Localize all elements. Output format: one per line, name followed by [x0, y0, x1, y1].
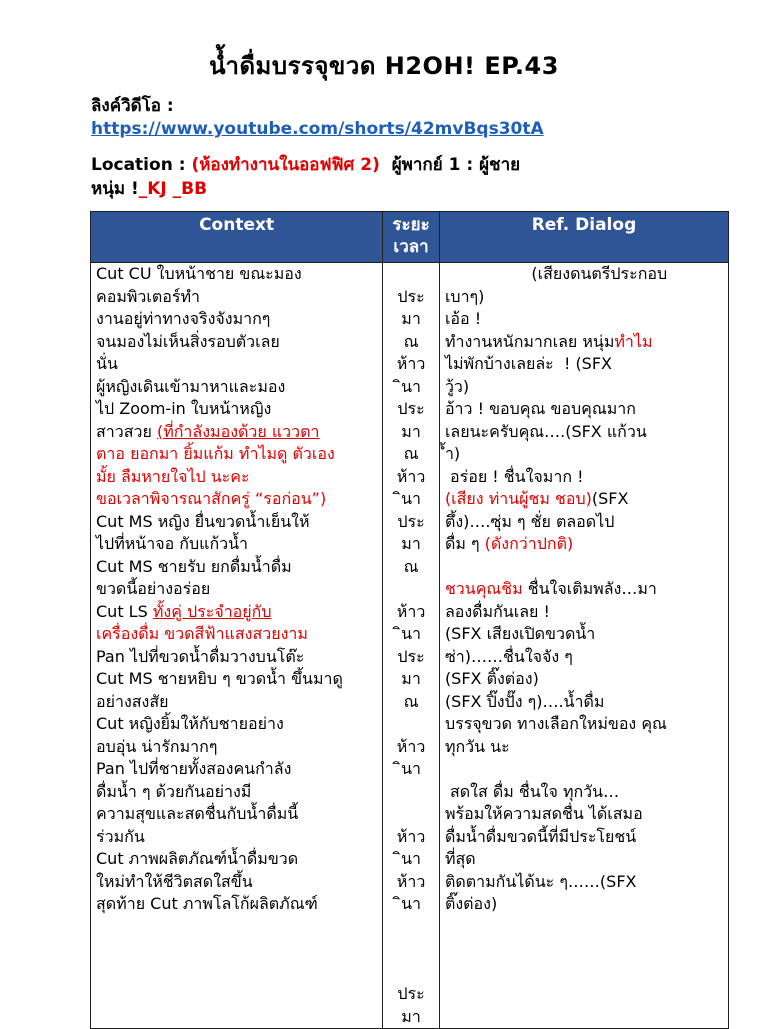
- ref-dialog-line: [445, 421, 723, 444]
- context-line: [96, 421, 377, 444]
- ref-dialog-line: [445, 263, 723, 286]
- ref-text-highlight: ชวนคุณชิม: [444, 579, 523, 598]
- page-title: นํ้ำดื่มบรรจุขวด H2OH! EP.43: [209, 52, 559, 80]
- context-text: เครื่องดื่ม ขวดสีฟ้าแสงสวยงาม: [96, 624, 308, 643]
- duration-line: ินา: [401, 894, 422, 913]
- actor-codes: _KJ _BB: [138, 179, 208, 199]
- duration-line: ประมา: [397, 984, 425, 1026]
- script-table: [90, 211, 729, 1029]
- duration-line: [388, 916, 434, 939]
- ref-text: ้ำ): [444, 444, 461, 463]
- context-text: ผู้หญิงเดินเข้ามาหาและมอง: [96, 376, 286, 396]
- ref-text: บรรจุขวด ทางเลือกใหม่ของ คุณ: [444, 714, 667, 733]
- ref-dialog-line: [445, 286, 723, 309]
- context-line: [96, 646, 377, 669]
- context-text: ไปที่หน้าจอ กับแก้วน้ำ: [96, 534, 249, 553]
- ref-dialog-line: [445, 668, 723, 691]
- actor-line-2: [91, 177, 731, 201]
- ref-text: (SFX เสียงเปิดขวดน้ำ: [444, 624, 596, 643]
- duration-line: ินา: [401, 759, 422, 778]
- context-text: ดื่มน้ำ ๆ ด้วยกันอย่างมี: [96, 781, 252, 801]
- ref-dialog-line: [445, 803, 723, 826]
- ref-text: ดื่ม ๆ: [444, 534, 485, 553]
- duration-line: [388, 781, 434, 804]
- context-cell: [91, 263, 383, 1029]
- context-text: ตาอ ยอกมา ยิ้มแก้ม ทำไมดู ตัวเอง: [96, 444, 335, 463]
- ref-dialog-line: [445, 533, 723, 556]
- ref-dialog-cell: [439, 263, 728, 1029]
- ref-text: เบาๆ): [444, 286, 485, 306]
- duration-line: ห้าว: [396, 736, 426, 756]
- context-text: ไป Zoom-in ใบหน้าหญิง: [96, 399, 272, 418]
- context-line: [96, 331, 377, 354]
- ref-dialog-line: [445, 848, 723, 871]
- context-line: [96, 511, 377, 534]
- ref-dialog-line: [445, 758, 723, 781]
- duration-line: ินา: [401, 489, 422, 508]
- context-line: [96, 871, 377, 894]
- context-text: Pan ไปที่ขวดน้ำดื่มวางบนโต๊ะ: [96, 646, 305, 666]
- context-line: [96, 668, 377, 691]
- ref-text: ติดตามกันได้นะ ๆ……(SFX: [444, 871, 637, 891]
- ref-dialog-line: [445, 691, 723, 714]
- context-line: [96, 893, 377, 916]
- context-text-highlight: ทั้งคู่ ประจำอยู่กับ: [152, 601, 272, 621]
- ref-text: (เสียงดนตรีประกอบ: [444, 264, 668, 283]
- table-header-row: [91, 212, 729, 263]
- context-text: ขอเวลาพิจารณาสักครู่ “รอก่อน”): [96, 489, 327, 508]
- context-line: [96, 713, 377, 736]
- ref-dialog-line: [445, 893, 723, 916]
- header-duration-line2: เวลา: [393, 237, 429, 257]
- duration-line: ประมา: [397, 399, 425, 441]
- video-label-text: ลิงค์วิดีโอ :: [91, 96, 174, 116]
- duration-line: ณ: [403, 691, 419, 711]
- duration-line: ห้าว: [396, 354, 426, 373]
- context-line: [96, 601, 377, 624]
- context-line: [96, 578, 377, 601]
- ref-dialog-line: [445, 353, 723, 376]
- duration-line: [388, 713, 434, 736]
- context-text: Cut MS ชายหยิบ ๆ ขวดน้ำ ขึ้นมาดู: [96, 669, 343, 688]
- ref-text: (SFX: [591, 489, 629, 508]
- ref-dialog-line: [445, 623, 723, 646]
- ref-dialog-line: [445, 331, 723, 354]
- duration-line: [388, 803, 434, 826]
- ref-text: ที่สุด: [444, 849, 476, 868]
- ref-dialog-line: [445, 308, 723, 331]
- context-text: Cut MS ชายรับ ยกดื่มน้ำดื่ม: [96, 556, 292, 576]
- context-line: [96, 488, 377, 511]
- duration-line: ณ: [403, 444, 419, 463]
- context-line: [96, 533, 377, 556]
- context-line: [96, 556, 377, 579]
- context-text: อย่างสงสัย: [96, 691, 169, 711]
- location-label: Location :: [91, 155, 186, 175]
- ref-dialog-line: [445, 443, 723, 466]
- context-line: [96, 263, 377, 286]
- header-ref-dialog: Ref. Dialog: [439, 212, 728, 263]
- context-line: [96, 781, 377, 804]
- actor-label: ผู้พากย์ 1 :: [391, 155, 474, 175]
- ref-dialog-line: [445, 511, 723, 534]
- ref-text: วู้ว): [444, 376, 470, 396]
- context-line: [96, 466, 377, 489]
- duration-line: ินา: [401, 849, 422, 868]
- ref-text: อร่อย ! ชื่นใจมาก !: [444, 466, 584, 486]
- location-value: (ห้องทำงานในออฟฟิศ 2): [191, 155, 380, 175]
- context-text: Cut LS: [96, 601, 153, 621]
- ref-dialog-line: [445, 871, 723, 894]
- duration-line: ประมา: [397, 286, 425, 328]
- actor-line2-prefix: หนุ่ม !: [91, 179, 139, 199]
- actor-value: ผู้ชาย: [479, 155, 521, 175]
- ref-text: ตึ้ง)….ซุ่ม ๆ ชั่ย ตลอดไป: [444, 511, 615, 531]
- ref-text: พร้อมให้ความสดชื่น ได้เสมอ: [444, 804, 643, 823]
- ref-text: เอ้อ !: [444, 309, 482, 328]
- duration-line: ห้าว: [396, 466, 426, 486]
- context-line: [96, 443, 377, 466]
- duration-cell: [383, 263, 440, 1029]
- ref-text: ทำงานหนักมากเลย หนุ่ม: [444, 331, 615, 351]
- context-text: ความสุขและสดชื่นกับน้ำดื่มนี้: [96, 804, 299, 823]
- duration-line: ห้าว: [396, 871, 426, 891]
- context-text: คอมพิวเตอร์ทำ: [96, 286, 200, 306]
- video-label: [91, 94, 731, 118]
- ref-text-highlight: (ดังกว่าปกติ): [484, 534, 574, 553]
- ref-dialog-line: [445, 781, 723, 804]
- context-text: Pan ไปที่ชายทั้งสองคนกำลัง: [96, 759, 292, 778]
- ref-text: สดใส ดื่ม ชื่นใจ ทุกวัน…: [444, 781, 620, 801]
- ref-text: ลองดื่มกันเลย !: [444, 601, 550, 621]
- ref-text: (SFX ติ๊งต่อง): [444, 669, 539, 688]
- context-text: ร่วมกัน: [96, 826, 145, 846]
- location-line: [91, 153, 731, 177]
- duration-line: [388, 263, 434, 286]
- ref-dialog-line: [445, 826, 723, 849]
- ref-dialog-line: [445, 736, 723, 759]
- header-duration-line1: ระยะ: [392, 215, 430, 235]
- context-text: สาวสวย: [96, 421, 157, 441]
- ref-dialog-line: [445, 398, 723, 421]
- context-line: [96, 736, 377, 759]
- duration-line: ประมา: [397, 646, 425, 688]
- context-text: งานอยู่ท่าทางจริงจังมากๆ: [96, 309, 271, 328]
- context-text: ใหม่ทำให้ชีวิตสดใสขึ้น: [96, 871, 253, 891]
- context-line: [96, 623, 377, 646]
- context-text: Cut ภาพผลิตภัณฑ์น้ำดื่มขวด: [96, 849, 299, 868]
- ref-dialog-line: [445, 578, 723, 601]
- context-line: [96, 848, 377, 871]
- duration-line: ห้าว: [396, 826, 426, 846]
- ref-text: ทุกวัน นะ: [444, 736, 510, 756]
- duration-line: ณ: [403, 556, 419, 576]
- context-line: [96, 308, 377, 331]
- ref-dialog-line: [445, 466, 723, 489]
- duration-line: ห้าว: [396, 601, 426, 621]
- context-text-highlight: (ที่กำลังมองด้วย แววตา: [156, 421, 320, 441]
- ref-text: ติ๊งต่อง): [444, 894, 498, 913]
- context-line: [96, 398, 377, 421]
- context-line: [96, 691, 377, 714]
- header-context: Context: [91, 212, 383, 263]
- duration-line: ินา: [401, 624, 422, 643]
- duration-line: ินา: [401, 376, 422, 396]
- ref-text: ดื่มน้ำดื่มขวดนี้ที่มีประโยชน์: [444, 826, 637, 846]
- ref-text: เลยนะครับคุณ….(SFX แก้วน: [444, 421, 647, 441]
- context-line: [96, 376, 377, 399]
- ref-dialog-line: [445, 556, 723, 579]
- duration-line: ประมา: [397, 511, 425, 553]
- ref-text-highlight: (เสียง ท่านผู้ชม ชอบ): [444, 489, 592, 508]
- context-text: จนมองไม่เห็นสิ่งรอบตัวเลย: [96, 331, 280, 351]
- duration-line: [388, 938, 434, 961]
- video-link-line: [91, 117, 731, 141]
- ref-dialog-line: [445, 488, 723, 511]
- context-text: มั้ย ลืมหายใจไป นะคะ: [96, 466, 250, 486]
- video-link[interactable]: https://www.youtube.com/shorts/42mvBqs30tA: [91, 119, 544, 139]
- context-line: [96, 353, 377, 376]
- ref-dialog-line: [445, 601, 723, 624]
- ref-text-highlight: ทำไม: [614, 331, 653, 351]
- context-text: ขวดนี้อย่างอร่อย: [96, 579, 211, 598]
- header-duration: [383, 212, 440, 263]
- context-line: [96, 758, 377, 781]
- duration-line: ณ: [403, 331, 419, 351]
- context-text: Cut CU ใบหน้าชาย ขณะมอง: [96, 264, 302, 283]
- context-text: สุดท้าย Cut ภาพโลโก้ผลิตภัณฑ์: [96, 894, 318, 913]
- context-text: Cut MS หญิง ยื่นขวดน้ำเย็นให้: [96, 511, 310, 531]
- context-text: อบอุ่น น่ารักมากๆ: [96, 736, 218, 756]
- ref-dialog-line: [445, 376, 723, 399]
- context-line: [96, 826, 377, 849]
- ref-text: (SFX ปิ๊งปั๊ง ๆ)….น้ำดื่ม: [444, 691, 605, 711]
- ref-text: ไม่พักบ้างเลยล่ะ ! (SFX: [444, 354, 612, 373]
- ref-dialog-line: [445, 646, 723, 669]
- table-row: [91, 263, 729, 1029]
- duration-line: [388, 578, 434, 601]
- context-line: [96, 803, 377, 826]
- context-line: [96, 286, 377, 309]
- context-text: Cut หญิงยิ้มให้กับชายอย่าง: [96, 714, 284, 733]
- ref-text: ซ่า)……ชื่นใจจัง ๆ: [444, 646, 573, 666]
- ref-dialog-line: [445, 713, 723, 736]
- ref-text: อ้าว ! ขอบคุณ ขอบคุณมาก: [444, 399, 636, 418]
- duration-line: [388, 961, 434, 984]
- ref-text: ชื่นใจเติมพลัง…มา: [522, 579, 657, 598]
- context-text: นั่น: [96, 354, 118, 373]
